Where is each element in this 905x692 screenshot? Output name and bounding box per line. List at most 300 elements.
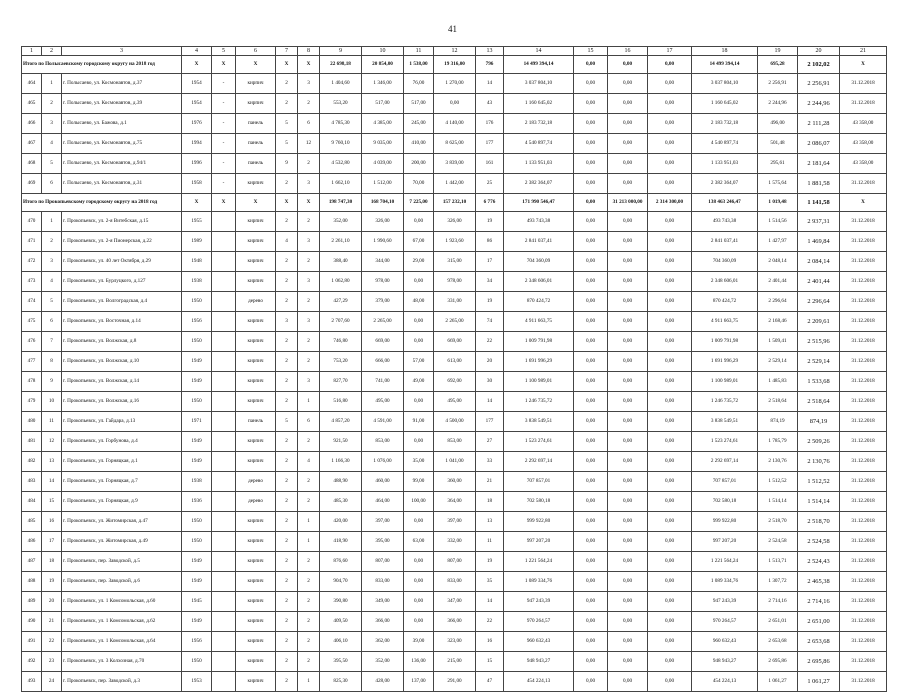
private-area: 215,00	[434, 652, 476, 672]
address: г. Прокопьевск, ул. Волжская, д.16	[62, 392, 182, 412]
residents: 176	[476, 114, 504, 134]
address: г. Полысаево, ул. Космонавтов, д.39	[62, 94, 182, 114]
nonresidential-area: 0,00	[404, 272, 434, 292]
repair-cost: 997 207,20	[504, 532, 574, 552]
private-area: 853,00	[434, 432, 476, 452]
row-number: 466	[22, 114, 42, 134]
owner-funds: 3 037 804,10	[692, 74, 758, 94]
total-area: 1 062,80	[320, 272, 362, 292]
living-area: 741,00	[362, 372, 404, 392]
row-number: 471	[22, 232, 42, 252]
unit-cost: 501,48	[758, 134, 798, 154]
wall-material: кирпич	[236, 372, 276, 392]
municipal-funds: 0,00	[648, 552, 692, 572]
municipal-funds: 0,00	[648, 252, 692, 272]
entrances: 2	[298, 472, 320, 492]
living-area: 2 265,00	[362, 312, 404, 332]
regional-funds: 0,00	[608, 154, 648, 174]
repair-cost: 970 264,57	[504, 612, 574, 632]
build-year: 1938	[182, 472, 212, 492]
entrances: 12	[298, 134, 320, 154]
summary-row	[22, 194, 887, 212]
cost-limit: 2 651,00	[798, 612, 840, 632]
wall-material: кирпич	[236, 612, 276, 632]
summary-c16: 31 213 000,00	[608, 194, 648, 212]
cost-limit: 2 130,76	[798, 452, 840, 472]
col-5	[212, 492, 236, 512]
address: г. Прокопьевск, ул. Волгоградская, д.4	[62, 292, 182, 312]
owner-funds: 870 424,72	[692, 292, 758, 312]
row-number: 487	[22, 552, 42, 572]
floors: 2	[276, 372, 298, 392]
wall-material: кирпич	[236, 252, 276, 272]
living-area: 9 035,00	[362, 134, 404, 154]
col-5	[212, 432, 236, 452]
deadline: 31.12.2018	[840, 512, 887, 532]
living-area: 666,00	[362, 352, 404, 372]
build-year: 1954	[182, 74, 212, 94]
municipal-funds: 0,00	[648, 212, 692, 232]
federal-funds: 0,00	[574, 74, 608, 94]
col-5	[212, 652, 236, 672]
build-year: 1949	[182, 432, 212, 452]
row-number: 491	[22, 632, 42, 652]
regional-funds: 0,00	[608, 652, 648, 672]
repair-cost: 947 243,39	[504, 592, 574, 612]
repair-cost: 2 841 037,41	[504, 232, 574, 252]
wall-material: кирпич	[236, 352, 276, 372]
nonresidential-area: 200,00	[404, 154, 434, 174]
municipal-funds: 0,00	[648, 352, 692, 372]
summary-row	[22, 56, 887, 74]
deadline: 31.12.2018	[840, 232, 887, 252]
municipal-funds: 0,00	[648, 652, 692, 672]
unit-cost: 2 244,96	[758, 94, 798, 114]
total-area: 921,50	[320, 432, 362, 452]
deadline: 31.12.2018	[840, 432, 887, 452]
deadline: 31.12.2018	[840, 174, 887, 194]
repair-cost: 2 183 732,18	[504, 114, 574, 134]
col-5	[212, 472, 236, 492]
cost-limit: 2 518,70	[798, 512, 840, 532]
living-area: 395,00	[362, 532, 404, 552]
living-area: 362,00	[362, 632, 404, 652]
nonresidential-area: 0,00	[404, 332, 434, 352]
column-number-19: 19	[758, 47, 798, 56]
owner-funds: 947 243,39	[692, 592, 758, 612]
wall-material: кирпич	[236, 512, 276, 532]
address: г. Прокопьевск, ул. 2-я Пионерская, д.22	[62, 232, 182, 252]
federal-funds: 0,00	[574, 134, 608, 154]
unit-cost: 1 512,52	[758, 472, 798, 492]
living-area: 379,00	[362, 292, 404, 312]
regional-funds: 0,00	[608, 114, 648, 134]
summary-c6: X	[236, 56, 276, 74]
federal-funds: 0,00	[574, 292, 608, 312]
summary-c17: 0,00	[648, 56, 692, 74]
residents: 19	[476, 292, 504, 312]
col-5	[212, 592, 236, 612]
row-number: 469	[22, 174, 42, 194]
local-index: 1	[42, 212, 62, 232]
build-year: 1950	[182, 512, 212, 532]
cost-limit: 2 244,96	[798, 94, 840, 114]
unit-cost: 2 695,86	[758, 652, 798, 672]
municipal-funds: 0,00	[648, 512, 692, 532]
living-area: 460,00	[362, 472, 404, 492]
residents: 13	[476, 512, 504, 532]
repair-cost: 454 224,13	[504, 672, 574, 692]
local-index: 21	[42, 612, 62, 632]
repair-cost: 704 360,09	[504, 252, 574, 272]
table-row	[22, 312, 887, 332]
municipal-funds: 0,00	[648, 332, 692, 352]
row-number: 479	[22, 392, 42, 412]
wall-material: панель	[236, 412, 276, 432]
total-area: 553,20	[320, 94, 362, 114]
local-index: 5	[42, 292, 62, 312]
total-area: 390,80	[320, 592, 362, 612]
build-year: 1948	[182, 252, 212, 272]
wall-material: кирпич	[236, 592, 276, 612]
table-row	[22, 432, 887, 452]
repair-cost: 707 857,01	[504, 472, 574, 492]
floors: 2	[276, 352, 298, 372]
private-area: 0,00	[434, 94, 476, 114]
summary-c6: X	[236, 194, 276, 212]
local-index: 9	[42, 372, 62, 392]
municipal-funds: 0,00	[648, 532, 692, 552]
repair-cost: 493 743,38	[504, 212, 574, 232]
column-number-11: 11	[404, 47, 434, 56]
private-area: 366,00	[434, 612, 476, 632]
federal-funds: 0,00	[574, 392, 608, 412]
wall-material: кирпич	[236, 552, 276, 572]
owner-funds: 2 841 037,41	[692, 232, 758, 252]
regional-funds: 0,00	[608, 232, 648, 252]
local-index: 4	[42, 134, 62, 154]
column-number-17: 17	[648, 47, 692, 56]
private-area: 326,00	[434, 212, 476, 232]
floors: 2	[276, 452, 298, 472]
federal-funds: 0,00	[574, 114, 608, 134]
living-area: 978,00	[362, 272, 404, 292]
local-index: 3	[42, 252, 62, 272]
col-5: -	[212, 114, 236, 134]
living-area: 1 346,00	[362, 74, 404, 94]
summary-c15: 0,00	[574, 194, 608, 212]
floors: 2	[276, 332, 298, 352]
municipal-funds: 0,00	[648, 472, 692, 492]
table-row	[22, 412, 887, 432]
build-year: 1989	[182, 232, 212, 252]
wall-material: кирпич	[236, 392, 276, 412]
row-number: 475	[22, 312, 42, 332]
table-row	[22, 332, 887, 352]
table-row	[22, 114, 887, 134]
local-index: 10	[42, 392, 62, 412]
nonresidential-area: 48,00	[404, 292, 434, 312]
build-year: 1950	[182, 652, 212, 672]
municipal-funds: 0,00	[648, 392, 692, 412]
build-year: 1949	[182, 352, 212, 372]
cost-limit: 2 529,14	[798, 352, 840, 372]
regional-funds: 0,00	[608, 472, 648, 492]
local-index: 14	[42, 472, 62, 492]
table-row	[22, 392, 887, 412]
local-index: 19	[42, 572, 62, 592]
floors: 2	[276, 292, 298, 312]
owner-funds: 999 922,80	[692, 512, 758, 532]
residents: 177	[476, 412, 504, 432]
table-row	[22, 252, 887, 272]
deadline: 31.12.2018	[840, 472, 887, 492]
build-year: 1949	[182, 572, 212, 592]
entrances: 2	[298, 212, 320, 232]
deadline: 31.12.2018	[840, 252, 887, 272]
floors: 2	[276, 272, 298, 292]
owner-funds: 1 523 274,61	[692, 432, 758, 452]
col-5	[212, 512, 236, 532]
row-number: 467	[22, 134, 42, 154]
owner-funds: 454 224,13	[692, 672, 758, 692]
owner-funds: 1 089 334,76	[692, 572, 758, 592]
column-number-16: 16	[608, 47, 648, 56]
regional-funds: 0,00	[608, 174, 648, 194]
federal-funds: 0,00	[574, 652, 608, 672]
deadline: 31.12.2018	[840, 352, 887, 372]
repair-cost: 1 221 564,24	[504, 552, 574, 572]
regional-funds: 0,00	[608, 432, 648, 452]
col-5	[212, 272, 236, 292]
living-area: 344,00	[362, 252, 404, 272]
owner-funds: 493 743,38	[692, 212, 758, 232]
wall-material: кирпич	[236, 174, 276, 194]
municipal-funds: 0,00	[648, 74, 692, 94]
row-number: 490	[22, 612, 42, 632]
table-row	[22, 154, 887, 174]
owner-funds: 3 838 549,51	[692, 412, 758, 432]
nonresidential-area: 67,00	[404, 232, 434, 252]
build-year: 1950	[182, 392, 212, 412]
col-5	[212, 612, 236, 632]
living-area: 428,00	[362, 672, 404, 692]
local-index: 3	[42, 114, 62, 134]
nonresidential-area: 100,00	[404, 492, 434, 512]
row-number: 473	[22, 272, 42, 292]
regional-funds: 0,00	[608, 512, 648, 532]
municipal-funds: 0,00	[648, 452, 692, 472]
summary-c21: X	[840, 194, 887, 212]
entrances: 2	[298, 552, 320, 572]
owner-funds: 707 857,01	[692, 472, 758, 492]
municipal-funds: 0,00	[648, 592, 692, 612]
repair-cost: 1 523 274,61	[504, 432, 574, 452]
build-year: 1949	[182, 452, 212, 472]
summary-c19: 695,28	[758, 56, 798, 74]
table-row	[22, 612, 887, 632]
residents: 27	[476, 432, 504, 452]
table-row	[22, 174, 887, 194]
floors: 2	[276, 552, 298, 572]
unit-cost: 1 514,14	[758, 492, 798, 512]
total-area: 485,30	[320, 492, 362, 512]
address: г. Прокопьевск, ул. Волжская, д.10	[62, 352, 182, 372]
nonresidential-area: 137,00	[404, 672, 434, 692]
deadline: 43 358,00	[840, 154, 887, 174]
local-index: 7	[42, 332, 62, 352]
owner-funds: 1 246 735,72	[692, 392, 758, 412]
entrances: 2	[298, 492, 320, 512]
build-year: 1938	[182, 272, 212, 292]
private-area: 978,00	[434, 272, 476, 292]
floors: 2	[276, 94, 298, 114]
unit-cost: 2 168,46	[758, 312, 798, 332]
cost-limit: 1 533,68	[798, 372, 840, 392]
build-year: 1996	[182, 154, 212, 174]
col-5: -	[212, 134, 236, 154]
floors: 2	[276, 432, 298, 452]
total-area: 418,90	[320, 532, 362, 552]
floors: 2	[276, 632, 298, 652]
row-number: 482	[22, 452, 42, 472]
private-area: 397,00	[434, 512, 476, 532]
build-year: 1994	[182, 134, 212, 154]
total-area: 352,00	[320, 212, 362, 232]
regional-funds: 0,00	[608, 392, 648, 412]
local-index: 8	[42, 352, 62, 372]
wall-material: панель	[236, 134, 276, 154]
entrances: 1	[298, 672, 320, 692]
total-area: 4 857,20	[320, 412, 362, 432]
deadline: 31.12.2018	[840, 492, 887, 512]
living-area: 349,00	[362, 592, 404, 612]
municipal-funds: 0,00	[648, 94, 692, 114]
summary-c9: 198 747,30	[320, 194, 362, 212]
floors: 2	[276, 472, 298, 492]
private-area: 4 140,00	[434, 114, 476, 134]
build-year: 1958	[182, 174, 212, 194]
deadline: 31.12.2018	[840, 74, 887, 94]
federal-funds: 0,00	[574, 612, 608, 632]
build-year: 1945	[182, 592, 212, 612]
regional-funds: 0,00	[608, 372, 648, 392]
municipal-funds: 0,00	[648, 492, 692, 512]
table-row	[22, 492, 887, 512]
unit-cost: 295,61	[758, 154, 798, 174]
local-index: 1	[42, 74, 62, 94]
nonresidential-area: 0,00	[404, 552, 434, 572]
municipal-funds: 0,00	[648, 154, 692, 174]
table-row	[22, 94, 887, 114]
residents: 14	[476, 392, 504, 412]
row-number: 489	[22, 592, 42, 612]
address: г. Полысаево, ул. Космонавтов, д.31	[62, 174, 182, 194]
unit-cost: 2 048,14	[758, 252, 798, 272]
cost-limit: 2 515,96	[798, 332, 840, 352]
repair-cost: 2 382 364,07	[504, 174, 574, 194]
local-index: 18	[42, 552, 62, 572]
deadline: 43 358,00	[840, 134, 887, 154]
local-index: 6	[42, 174, 62, 194]
owner-funds: 997 207,20	[692, 532, 758, 552]
entrances: 2	[298, 94, 320, 114]
summary-c11: 7 225,00	[404, 194, 434, 212]
municipal-funds: 0,00	[648, 572, 692, 592]
total-area: 4 785,30	[320, 114, 362, 134]
cost-limit: 2 714,16	[798, 592, 840, 612]
repair-cost: 960 632,43	[504, 632, 574, 652]
table-row	[22, 74, 887, 94]
repair-cost: 2 292 697,14	[504, 452, 574, 472]
table-row	[22, 232, 887, 252]
nonresidential-area: 70,00	[404, 174, 434, 194]
cost-limit: 1 881,58	[798, 174, 840, 194]
floors: 2	[276, 652, 298, 672]
column-number-5: 5	[212, 47, 236, 56]
col-5	[212, 532, 236, 552]
row-number: 470	[22, 212, 42, 232]
address: г. Прокопьевск, ул. Житомирская, д.49	[62, 532, 182, 552]
repair-cost: 702 580,18	[504, 492, 574, 512]
total-area: 1 662,10	[320, 174, 362, 194]
cost-limit: 2 111,28	[798, 114, 840, 134]
total-area: 427,29	[320, 292, 362, 312]
address: г. Прокопьевск, ул. Горняцкая, д.7	[62, 472, 182, 492]
floors: 2	[276, 532, 298, 552]
build-year: 1936	[182, 492, 212, 512]
deadline: 31.12.2018	[840, 272, 887, 292]
cost-limit: 1 512,52	[798, 472, 840, 492]
regional-funds: 0,00	[608, 552, 648, 572]
summary-c12: 157 232,10	[434, 194, 476, 212]
floors: 5	[276, 134, 298, 154]
unit-cost: 496,00	[758, 114, 798, 134]
living-area: 4 591,00	[362, 412, 404, 432]
cost-limit: 1 514,14	[798, 492, 840, 512]
unit-cost: 874,19	[758, 412, 798, 432]
owner-funds: 2 183 732,18	[692, 114, 758, 134]
unit-cost: 2 256,91	[758, 74, 798, 94]
deadline: 31.12.2018	[840, 532, 887, 552]
build-year: 1956	[182, 632, 212, 652]
municipal-funds: 0,00	[648, 272, 692, 292]
federal-funds: 0,00	[574, 352, 608, 372]
floors: 2	[276, 492, 298, 512]
wall-material: кирпич	[236, 432, 276, 452]
floors: 2	[276, 74, 298, 94]
repair-cost: 1 009 791,98	[504, 332, 574, 352]
floors: 2	[276, 612, 298, 632]
nonresidential-area: 0,00	[404, 312, 434, 332]
residents: 22	[476, 332, 504, 352]
regional-funds: 0,00	[608, 592, 648, 612]
nonresidential-area: 0,00	[404, 612, 434, 632]
nonresidential-area: 0,00	[404, 592, 434, 612]
table-row	[22, 272, 887, 292]
municipal-funds: 0,00	[648, 292, 692, 312]
unit-cost: 2 401,44	[758, 272, 798, 292]
column-number-6: 6	[236, 47, 276, 56]
summary-c10: 168 704,10	[362, 194, 404, 212]
summary-c8: X	[298, 194, 320, 212]
unit-cost: 2 714,16	[758, 592, 798, 612]
residents: 86	[476, 232, 504, 252]
summary-c13: 6 776	[476, 194, 504, 212]
floors: 2	[276, 672, 298, 692]
col-5: -	[212, 74, 236, 94]
deadline: 31.12.2018	[840, 332, 887, 352]
